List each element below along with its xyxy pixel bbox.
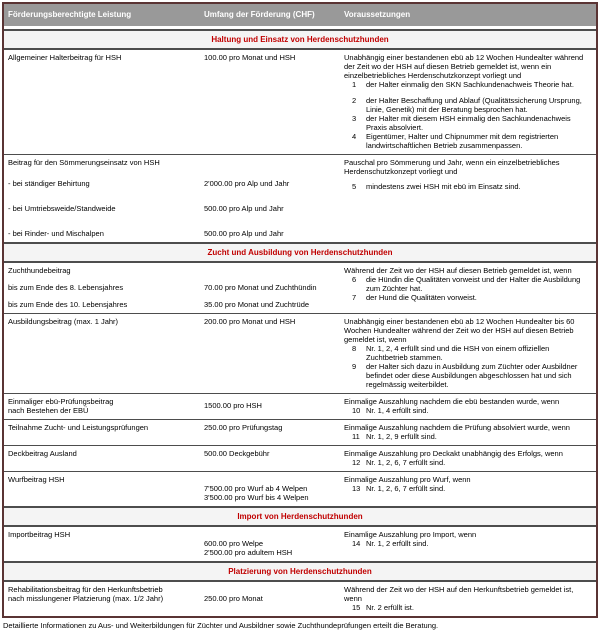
spacer bbox=[204, 475, 336, 484]
req-item-text: der Halter einmalig den SKN Sachkundenachweis Theorie hat. bbox=[366, 80, 574, 89]
req-intro: Während der Zeit wo der HSH auf den Herkunftsbetrieb gemeldet ist, wenn bbox=[344, 585, 574, 603]
req-item bbox=[344, 406, 592, 415]
row-label-cell bbox=[4, 420, 200, 445]
req-intro: Pauschal pro Sömmerung und Jahr, wenn ein einzelbetriebliches Herdenschutzkonzept vorliegt und bbox=[344, 158, 560, 176]
row-label-cell bbox=[4, 527, 200, 561]
req-item-text: der Halter Beschaffung und Ablauf (Qualitätssicherung Ursprung, Linie, Genetik) mit der Beratung besprochen hat. bbox=[366, 96, 582, 114]
row-sublabel: - bei ständiger Behirtung bbox=[8, 179, 90, 188]
req-item bbox=[344, 344, 592, 362]
row-requirements-cell bbox=[340, 420, 596, 445]
req-item-text: Nr. 2 erfüllt ist. bbox=[366, 603, 414, 612]
row-sublabel: bis zum Ende des 8. Lebensjahres bbox=[8, 283, 124, 292]
req-item-text: Nr. 1, 2, 6, 7 erfüllt sind. bbox=[366, 458, 446, 467]
req-item-text: Nr. 1, 2, 6, 7 erfüllt sind. bbox=[366, 484, 446, 493]
spacer bbox=[204, 530, 336, 539]
req-item bbox=[344, 80, 592, 89]
req-intro: Einamlige Auszahlung pro Import, wenn bbox=[344, 530, 477, 539]
req-item bbox=[344, 182, 592, 191]
row-amount-cell bbox=[200, 446, 340, 471]
row-sublabel: - bei Umtriebsweide/Standweide bbox=[8, 204, 116, 213]
req-item-text: der Hund die Qualitäten vorweist. bbox=[366, 293, 477, 302]
section-platzierung: Platzierung von Herdenschutzhunden bbox=[4, 561, 596, 582]
req-item-number: 12 bbox=[352, 458, 361, 467]
req-item-text: Nr. 1, 4 erfüllt sind. bbox=[366, 406, 429, 415]
row-amount: 100.00 pro Monat und HSH bbox=[204, 53, 296, 62]
req-item-number: 9 bbox=[352, 362, 357, 371]
row-amount: 35.00 pro Monat und Zuchtrüde bbox=[204, 300, 310, 309]
req-item-number: 4 bbox=[352, 132, 357, 141]
row-amount: 2'000.00 pro Alp und Jahr bbox=[204, 179, 290, 188]
req-item-number: 11 bbox=[352, 432, 360, 441]
req-intro: Einmalige Auszahlung nachdem die Prüfung absolviert wurde, wenn bbox=[344, 423, 570, 432]
req-item bbox=[344, 362, 592, 389]
table-header-row bbox=[4, 4, 596, 29]
req-item-number: 7 bbox=[352, 293, 357, 302]
header-voraussetzungen: Voraussetzungen bbox=[340, 4, 596, 26]
row-amount: 2'500.00 pro adultem HSH bbox=[204, 548, 293, 557]
row-label: Wurfbeitrag HSH bbox=[8, 475, 65, 484]
table-row-pruefungsbeitrag bbox=[4, 393, 596, 419]
req-item-number: 8 bbox=[352, 344, 357, 353]
req-item-number: 10 bbox=[352, 406, 361, 415]
table-row-importbeitrag bbox=[4, 527, 596, 561]
row-requirements-cell bbox=[340, 582, 596, 616]
spacer bbox=[204, 585, 336, 594]
row-sublabel: - bei Rinder- und Mischalpen bbox=[8, 229, 104, 238]
row-label: Allgemeiner Halterbeitrag für HSH bbox=[8, 53, 122, 62]
section-haltung: Haltung und Einsatz von Herdenschutzhunden bbox=[4, 29, 596, 50]
section-zucht: Zucht und Ausbildung von Herdenschutzhunden bbox=[4, 242, 596, 263]
row-requirements-cell bbox=[340, 155, 596, 242]
req-item-number: 1 bbox=[352, 80, 357, 89]
row-label-cell bbox=[4, 582, 200, 616]
req-item-number: 2 bbox=[352, 96, 357, 105]
row-label-cell bbox=[4, 50, 200, 154]
req-item bbox=[344, 603, 592, 612]
row-requirements-cell bbox=[340, 263, 596, 313]
row-label: Einmaliger ebü-Prüfungsbeitrag bbox=[8, 397, 114, 406]
row-requirements-cell bbox=[340, 472, 596, 506]
row-amount: 200.00 pro Monat und HSH bbox=[204, 317, 296, 326]
funding-table bbox=[2, 2, 598, 618]
table-row-halterbeitrag bbox=[4, 50, 596, 154]
row-requirements-cell bbox=[340, 446, 596, 471]
req-item bbox=[344, 114, 592, 132]
row-label: Teilnahme Zucht- und Leistungsprüfungen bbox=[8, 423, 149, 432]
table-row-teilnahme bbox=[4, 419, 596, 445]
req-item-text: der Halter mit diesem HSH einmalig den Sachkundenachweis Praxis absolviert. bbox=[366, 114, 571, 132]
spacer bbox=[204, 158, 336, 179]
row-label-cell bbox=[4, 263, 200, 313]
row-amount-cell bbox=[200, 314, 340, 393]
req-intro: Einmalige Auszahlung pro Wurf, wenn bbox=[344, 475, 471, 484]
req-item bbox=[344, 458, 592, 467]
row-label: Importbeitrag HSH bbox=[8, 530, 71, 539]
row-amount: 1500.00 pro HSH bbox=[204, 401, 262, 410]
section-import: Import von Herdenschutzhunden bbox=[4, 506, 596, 527]
req-item bbox=[344, 484, 592, 493]
row-label-cell bbox=[4, 394, 200, 419]
table-row-wurfbeitrag bbox=[4, 471, 596, 506]
row-amount-cell bbox=[200, 263, 340, 313]
row-label-cell bbox=[4, 314, 200, 393]
row-label: Zuchthundebeitrag bbox=[8, 266, 71, 275]
req-item-number: 3 bbox=[352, 114, 357, 123]
row-label-cell bbox=[4, 155, 200, 242]
row-amount-cell bbox=[200, 394, 340, 419]
req-item-number: 6 bbox=[352, 275, 357, 284]
row-amount: 250.00 pro Prüfungstag bbox=[204, 423, 283, 432]
row-label: nach misslungener Platzierung (max. 1/2 Jahr) bbox=[8, 594, 164, 603]
req-intro: Einmalige Auszahlung pro Deckakt unabhängig des Erfolgs, wenn bbox=[344, 449, 563, 458]
table-row-deckbeitrag bbox=[4, 445, 596, 471]
req-item-number: 13 bbox=[352, 484, 361, 493]
row-amount: 70.00 pro Monat und Zuchthündin bbox=[204, 283, 317, 292]
row-amount-cell bbox=[200, 420, 340, 445]
row-label: Deckbeitrag Ausland bbox=[8, 449, 77, 458]
row-requirements-cell bbox=[340, 50, 596, 154]
req-item-number: 14 bbox=[352, 539, 361, 548]
row-amount-cell bbox=[200, 50, 340, 154]
row-label-cell bbox=[4, 472, 200, 506]
row-amount: 500.00 Deckgebühr bbox=[204, 449, 270, 458]
row-amount-cell bbox=[200, 527, 340, 561]
req-item bbox=[344, 275, 592, 293]
req-item-text: Nr. 1, 2 erfüllt sind. bbox=[366, 539, 429, 548]
req-item bbox=[344, 132, 592, 150]
row-amount-cell bbox=[200, 582, 340, 616]
req-item-text: die Hündin die Qualitäten vorweist und der Halter die Ausbildung zum Züchter hat. bbox=[366, 275, 581, 293]
row-amount-cell bbox=[200, 472, 340, 506]
req-item-text: Nr. 1, 2, 9 erfüllt sind. bbox=[366, 432, 437, 441]
row-label: Beitrag für den Sömmerungseinsatz von HSH bbox=[8, 158, 160, 167]
row-requirements-cell bbox=[340, 527, 596, 561]
req-item-number: 5 bbox=[352, 182, 357, 191]
req-item-text: der Halter sich dazu in Ausbildung zum Züchter oder Ausbildner befindet oder diese Ausbildungen abgeschlossen hat und sich regelmässig weiterbildet. bbox=[366, 362, 578, 389]
table-row-rehabilitationsbeitrag bbox=[4, 582, 596, 616]
row-sublabel: bis zum Ende des 10. Lebensjahres bbox=[8, 300, 128, 309]
row-amount: 600.00 pro Welpe bbox=[204, 539, 264, 548]
table-row-zuchthundebeitrag bbox=[4, 263, 596, 313]
table-row-soemmerung bbox=[4, 154, 596, 242]
header-umfang: Umfang der Förderung (CHF) bbox=[200, 4, 340, 26]
req-item-number: 15 bbox=[352, 603, 361, 612]
req-item bbox=[344, 293, 592, 302]
req-intro: Einmalige Auszahlung nachdem die ebü bestanden wurde, wenn bbox=[344, 397, 560, 406]
row-label: nach Bestehen der EBÜ bbox=[8, 406, 89, 415]
header-leistung: Förderungsberechtigte Leistung bbox=[4, 4, 200, 26]
req-item-text: Eigentümer, Halter und Chipnummer mit dem registrierten landwirtschaftlichen Betrieb zusammenpassen. bbox=[366, 132, 559, 150]
row-amount: 7'500.00 pro Wurf ab 4 Welpen bbox=[204, 484, 308, 493]
row-amount-cell bbox=[200, 155, 340, 242]
row-requirements-cell bbox=[340, 394, 596, 419]
row-amount: 500.00 pro Alp und Jahr bbox=[204, 204, 284, 213]
row-amount: 500.00 pro Alp und Jahr bbox=[204, 229, 284, 238]
req-intro: Unabhängig einer bestandenen ebü ab 12 Wochen Hundealter bis 60 Wochen Hundealter während der Zeit wo der HSH auf diesen Betrieb gemeldet ist, wenn bbox=[344, 317, 575, 344]
spacer bbox=[204, 266, 336, 283]
req-item bbox=[344, 432, 592, 441]
table-row-ausbildungsbeitrag bbox=[4, 313, 596, 393]
row-amount: 3'500.00 pro Wurf bis 4 Welpen bbox=[204, 493, 309, 502]
footer-note: Detaillierte Informationen zu Aus- und Weiterbildungen für Züchter und Ausbildner sowie Zuchthundeprüfungen erteilt die Beratung. bbox=[3, 621, 439, 630]
row-label: Ausbildungsbeitrag (max. 1 Jahr) bbox=[8, 317, 119, 326]
row-label: Rehabilitationsbeitrag für den Herkunftsbetrieb bbox=[8, 585, 163, 594]
req-item-text: mindestens zwei HSH mit ebü im Einsatz sind. bbox=[366, 182, 521, 191]
req-intro: Unabhängig einer bestandenen ebü ab 12 Wochen Hundealter während der Zeit wo der HSH auf diesen Betrieb gemeldet ist, wenn ein einzelbetriebliches Herdenschutzkonzept vorliegt und bbox=[344, 53, 584, 80]
row-label-cell bbox=[4, 446, 200, 471]
req-item bbox=[344, 96, 592, 114]
row-amount: 250.00 pro Monat bbox=[204, 594, 263, 603]
req-intro: Während der Zeit wo der HSH auf diesen Betrieb gemeldet ist, wenn bbox=[344, 266, 572, 275]
req-item bbox=[344, 539, 592, 548]
row-requirements-cell bbox=[340, 314, 596, 393]
req-item-text: Nr. 1, 2, 4 erfüllt sind und die HSH von einem offiziellen Zuchtbetrieb stammen. bbox=[366, 344, 550, 362]
